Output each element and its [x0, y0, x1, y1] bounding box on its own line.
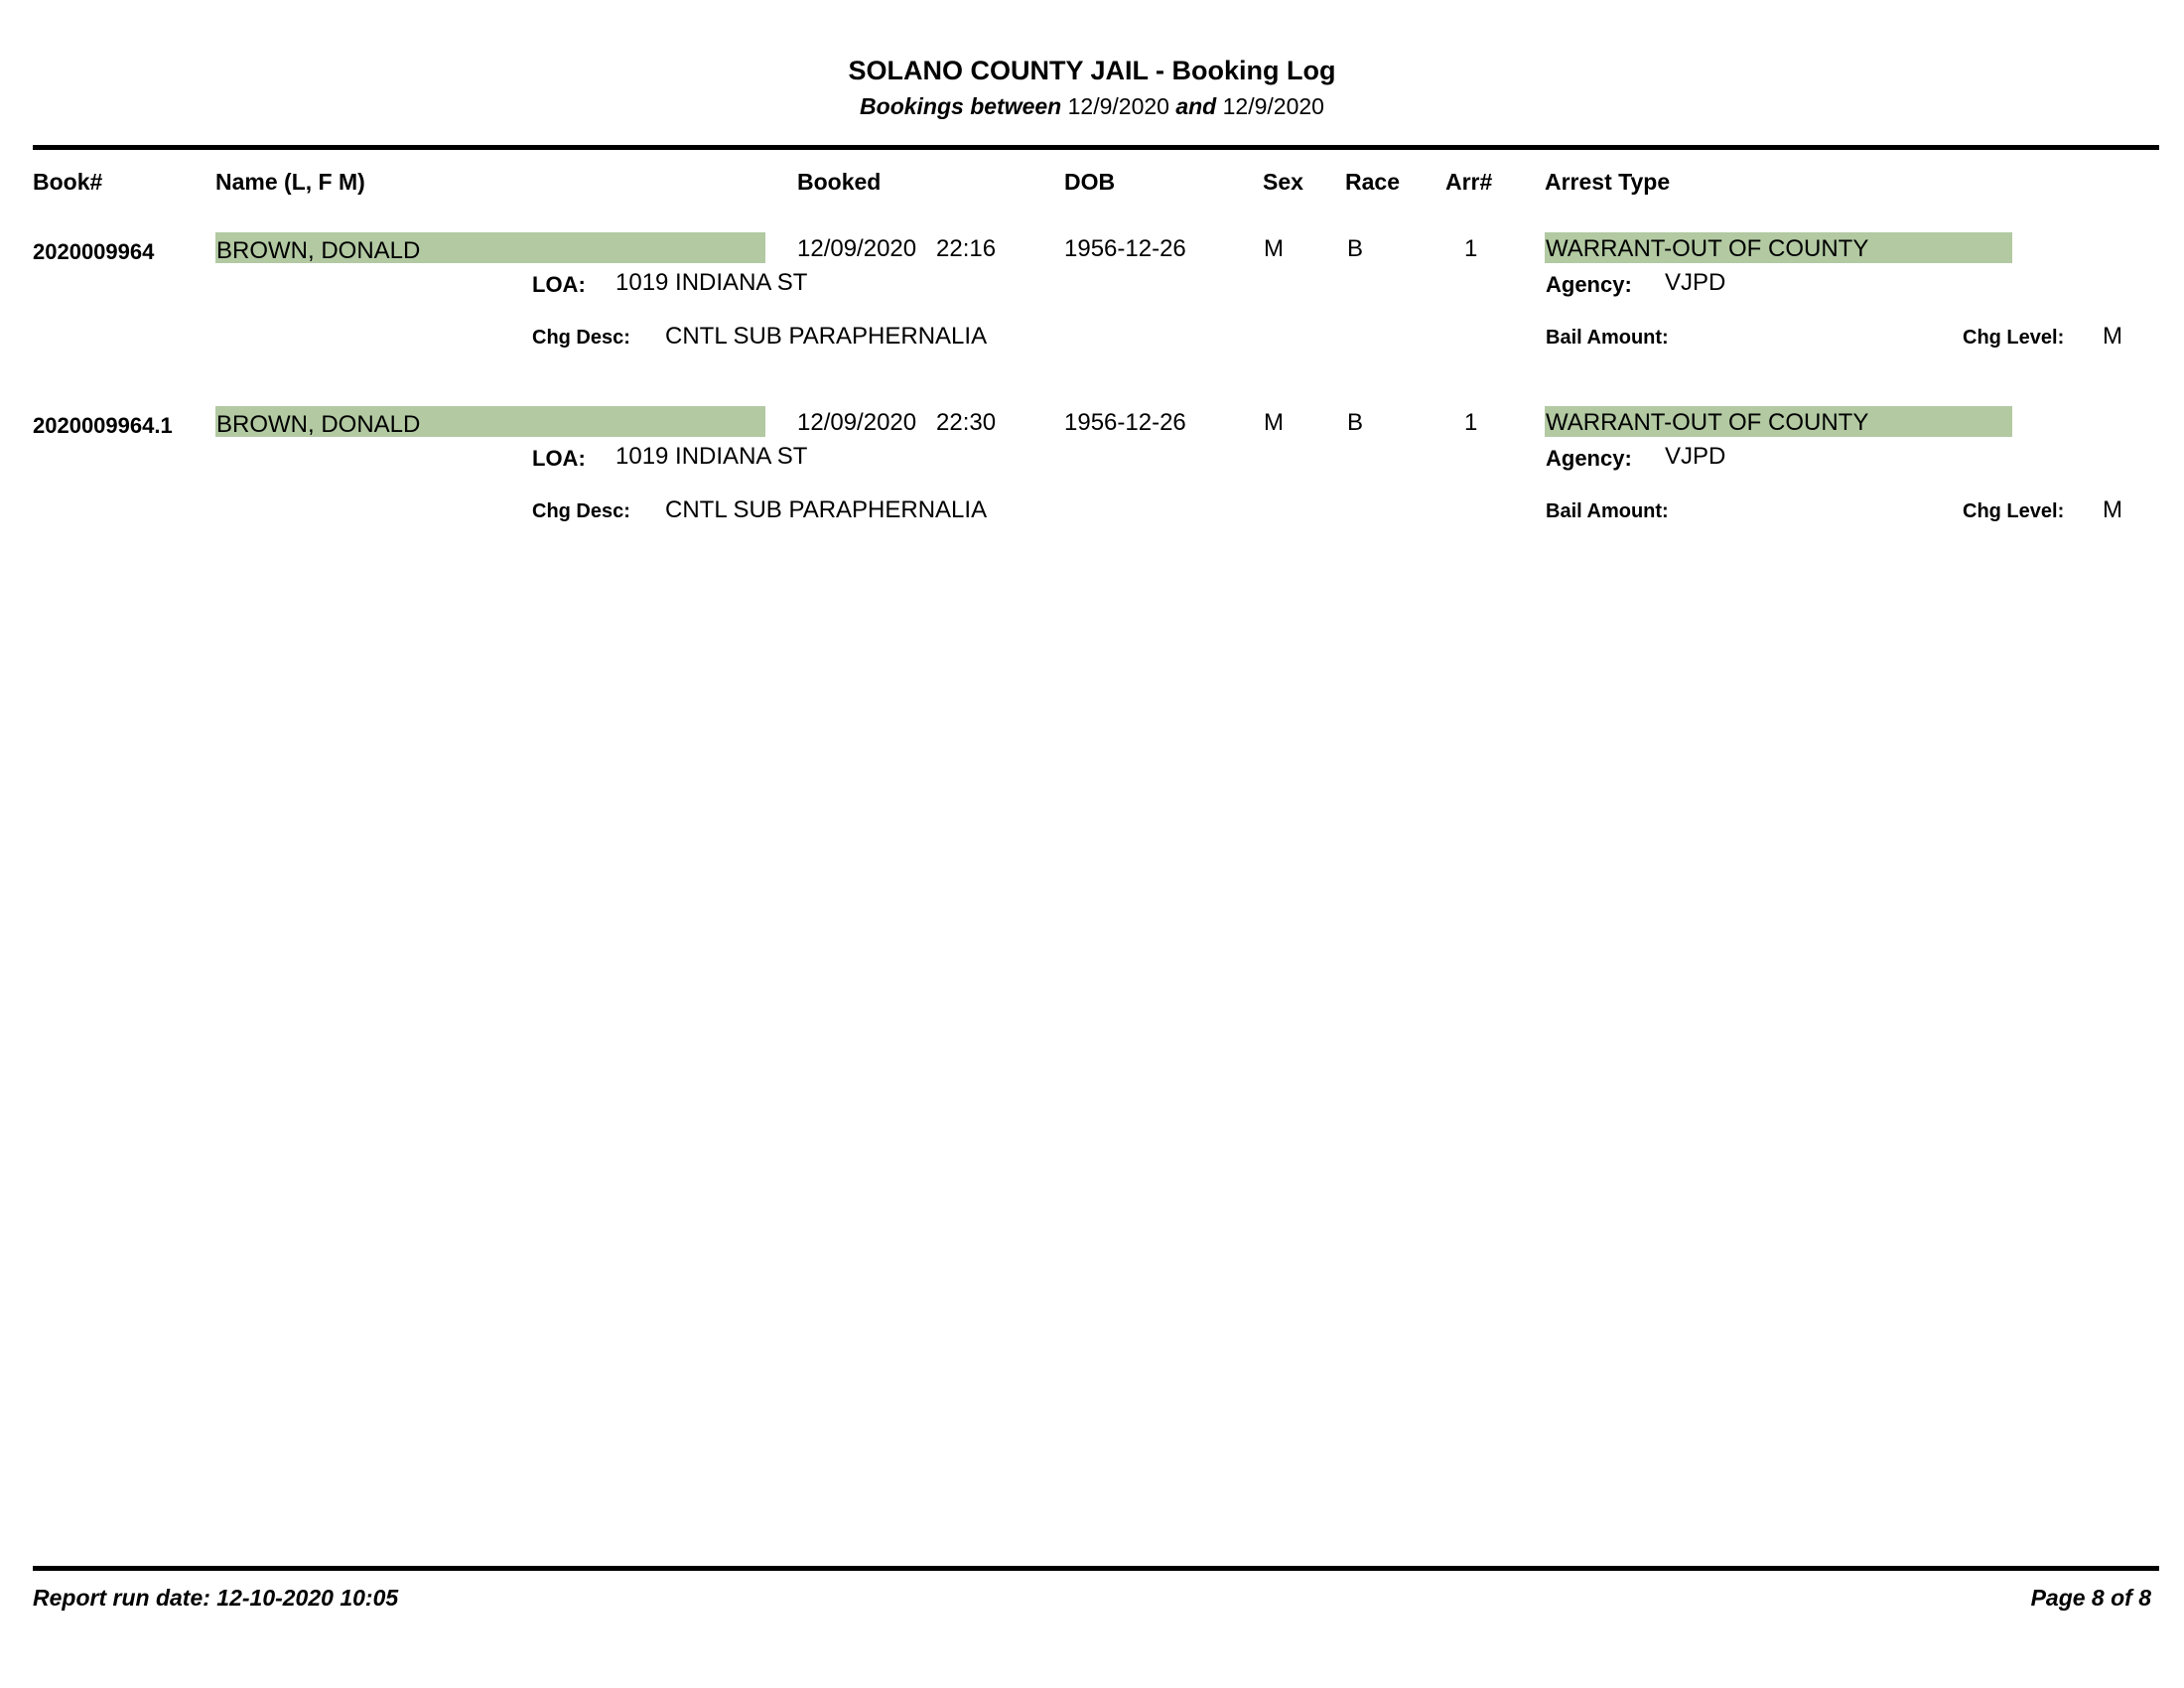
report-title: SOLANO COUNTY JAIL - Booking Log — [848, 56, 1336, 85]
agency-value: VJPD — [1665, 269, 1726, 296]
loa-value: 1019 INDIANA ST — [615, 269, 808, 296]
bail-amount-label: Bail Amount: — [1546, 500, 1669, 522]
col-name: Name (L, F M) — [215, 169, 365, 195]
bail-amount-label: Bail Amount: — [1546, 327, 1669, 349]
agency-label: Agency: — [1546, 272, 1632, 297]
book-number: 2020009964.1 — [33, 413, 173, 438]
report-subtitle — [0, 93, 2184, 120]
agency-label: Agency: — [1546, 446, 1632, 471]
arrest-type: WARRANT-OUT OF COUNTY — [1546, 409, 1869, 436]
chg-desc-value: CNTL SUB PARAPHERNALIA — [665, 323, 988, 350]
subtitle-and: and — [1175, 93, 1217, 119]
booked-date: 12/09/2020 — [797, 235, 917, 262]
col-race: Race — [1345, 169, 1400, 195]
arrest-type: WARRANT-OUT OF COUNTY — [1546, 235, 1869, 262]
agency-value: VJPD — [1665, 443, 1726, 470]
booked-date: 12/09/2020 — [797, 409, 917, 436]
arrest-number: 1 — [1464, 409, 1478, 436]
col-booked: Booked — [797, 169, 882, 195]
dob: 1956-12-26 — [1064, 409, 1186, 436]
loa-value: 1019 INDIANA ST — [615, 443, 808, 470]
report-run-date: Report run date: 12-10-2020 10:05 — [33, 1585, 399, 1611]
inmate-name: BROWN, DONALD — [216, 237, 421, 264]
end-date: 12/9/2020 — [1222, 93, 1324, 119]
chg-desc-value: CNTL SUB PARAPHERNALIA — [665, 496, 988, 523]
race: B — [1347, 409, 1364, 436]
arrest-number: 1 — [1464, 235, 1478, 262]
chg-level-label: Chg Level: — [1963, 500, 2065, 522]
col-book: Book# — [33, 169, 103, 195]
chg-desc-label: Chg Desc: — [532, 327, 630, 349]
col-arr: Arr# — [1445, 169, 1493, 195]
dob: 1956-12-26 — [1064, 235, 1186, 262]
inmate-name: BROWN, DONALD — [216, 411, 421, 438]
subtitle-prefix: Bookings between — [860, 93, 1062, 119]
chg-desc-label: Chg Desc: — [532, 500, 630, 522]
chg-level-value: M — [2103, 496, 2122, 523]
loa-label: LOA: — [532, 272, 586, 297]
chg-level-label: Chg Level: — [1963, 327, 2065, 349]
col-sex: Sex — [1263, 169, 1303, 195]
race: B — [1347, 235, 1364, 262]
loa-label: LOA: — [532, 446, 586, 471]
sex: M — [1264, 409, 1284, 436]
book-number: 2020009964 — [33, 239, 155, 264]
header-rule — [33, 145, 2159, 150]
sex: M — [1264, 235, 1284, 262]
start-date: 12/9/2020 — [1067, 93, 1169, 119]
booked-time: 22:16 — [936, 235, 997, 262]
page-number: Page 8 of 8 — [2030, 1585, 2151, 1611]
footer-rule — [33, 1566, 2159, 1571]
col-dob: DOB — [1064, 169, 1116, 195]
chg-level-value: M — [2103, 323, 2122, 350]
col-arrest-type: Arrest Type — [1545, 169, 1671, 195]
booked-time: 22:30 — [936, 409, 997, 436]
